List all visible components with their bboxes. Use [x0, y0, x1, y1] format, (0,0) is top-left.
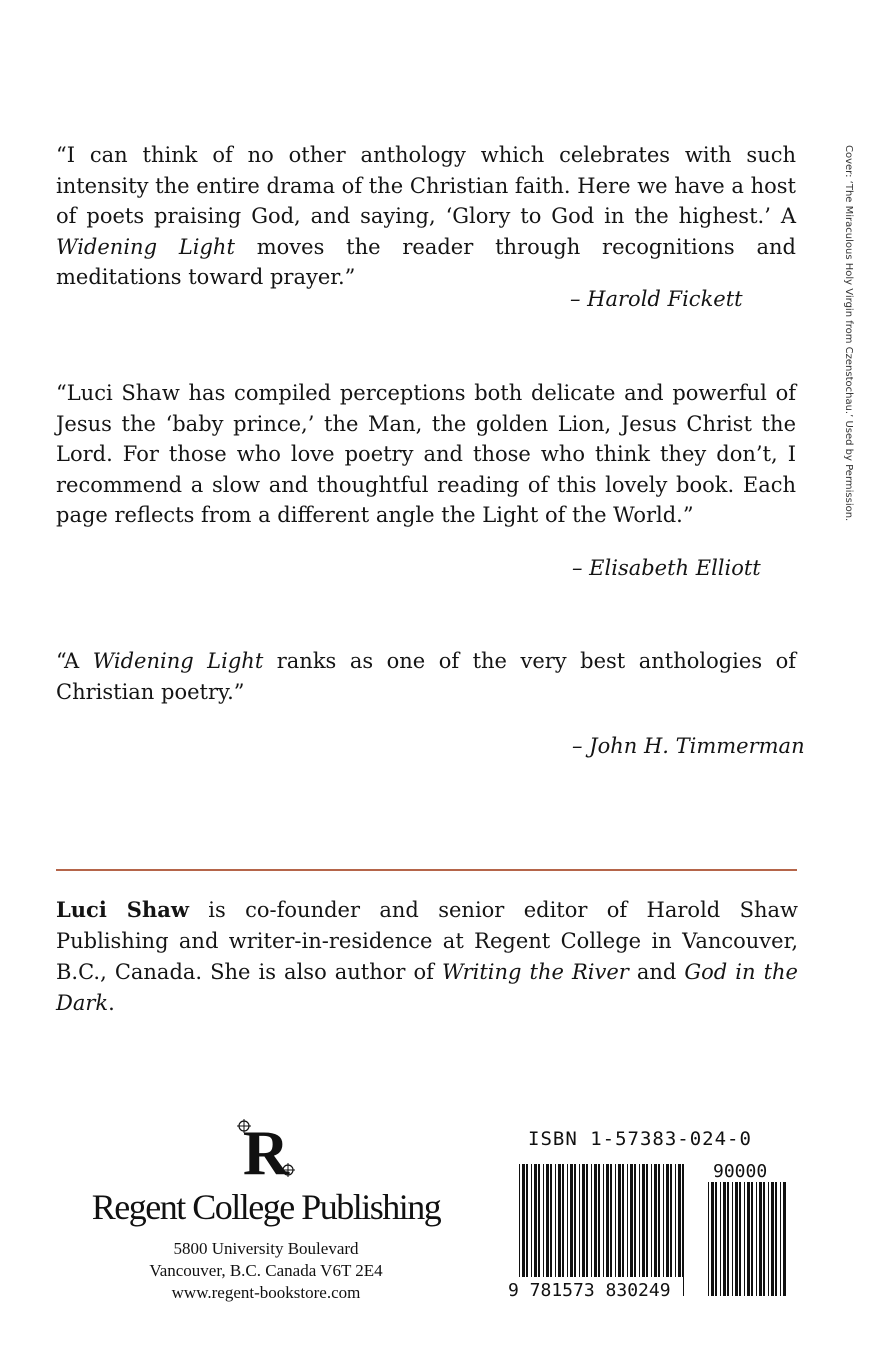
endorsement-attribution-1: – Harold Fickett — [570, 287, 743, 311]
barcode-bar — [723, 1182, 726, 1296]
barcode-bar — [522, 1164, 525, 1296]
barcode-bar — [666, 1164, 669, 1296]
barcode-bar — [603, 1164, 604, 1296]
book-title-2: God in the Dark — [56, 960, 798, 1015]
barcode-bar — [618, 1164, 621, 1296]
barcode-bar — [759, 1182, 762, 1296]
barcode-bar — [646, 1164, 648, 1296]
barcode-bar — [739, 1182, 741, 1296]
barcode-bar — [678, 1164, 681, 1296]
bio-text-2: and — [628, 960, 685, 984]
barcode-bar — [598, 1164, 600, 1296]
barcode-bar — [727, 1182, 729, 1296]
barcode-bar — [711, 1182, 714, 1296]
barcode-bar — [610, 1164, 612, 1296]
barcode-bar — [744, 1182, 745, 1296]
barcode-bar — [594, 1164, 597, 1296]
barcode-digits: 9 781573 830249 — [508, 1280, 671, 1301]
barcode-bar — [783, 1182, 786, 1296]
barcode-bar — [756, 1182, 757, 1296]
address-line-1: 5800 University Boulevard — [173, 1239, 359, 1258]
barcode-bar — [763, 1182, 765, 1296]
barcode-bar — [558, 1164, 561, 1296]
barcode-bar — [586, 1164, 588, 1296]
barcode-bar — [574, 1164, 576, 1296]
quote-text: ranks as one of the very best anthologies of Christian poetry.” — [56, 649, 796, 704]
barcode-bar — [670, 1164, 672, 1296]
barcode-bar — [654, 1164, 657, 1296]
section-divider — [56, 869, 797, 871]
barcode-bar — [634, 1164, 636, 1296]
barcode-bar — [591, 1164, 592, 1296]
publisher-address — [56, 1238, 476, 1304]
barcode-bar — [582, 1164, 585, 1296]
isbn-label: ISBN 1-57383-024-0 — [528, 1128, 752, 1150]
barcode-bar — [735, 1182, 738, 1296]
barcode-bar — [771, 1182, 774, 1296]
barcode-bar — [526, 1164, 528, 1296]
cover-credit: Cover: ‘The Miraculous Holy Virgin from Czenstochau.’ Used by Permission. — [843, 145, 854, 522]
price-code: 90000 — [713, 1161, 768, 1182]
quote-text: “I can think of no other anthology which celebrates with such intensity the entire drama of the Christian faith. Here we have a host of poets praising God, and saying, ‘Glory to God in the highest.’ A — [56, 143, 796, 228]
barcode-bar — [663, 1164, 664, 1296]
barcode-bar — [732, 1182, 733, 1296]
barcode-bar — [534, 1164, 537, 1296]
author-bio — [56, 894, 798, 1019]
barcode-bar — [775, 1182, 777, 1296]
barcode-bar — [562, 1164, 564, 1296]
book-title: Widening Light — [92, 649, 264, 673]
quote-text: “A — [56, 649, 93, 673]
barcode-bar — [519, 1164, 520, 1296]
barcode-bar — [715, 1182, 717, 1296]
barcode-bar — [658, 1164, 660, 1296]
barcode-bar — [546, 1164, 549, 1296]
barcode-bar — [531, 1164, 532, 1296]
endorsement-attribution-2: – Elisabeth Elliott — [572, 556, 761, 580]
barcode-bar — [708, 1182, 709, 1296]
endorsement-quote-2 — [56, 378, 796, 531]
address-line-2: Vancouver, B.C. Canada V6T 2E4 — [149, 1261, 383, 1280]
barcode-bar — [751, 1182, 753, 1296]
barcode-bar — [768, 1182, 769, 1296]
barcode-bar — [780, 1182, 781, 1296]
book-title-1: Writing the River — [441, 960, 629, 984]
logo-letter: R — [242, 1118, 290, 1184]
quote-text: moves the reader through recognitions and meditations toward prayer.” — [56, 234, 796, 289]
barcode-bar — [747, 1182, 750, 1296]
barcode-bar — [579, 1164, 580, 1296]
barcode-bar — [550, 1164, 552, 1296]
endorsement-attribution-3: – John H. Timmerman — [572, 734, 805, 758]
publisher-logo — [232, 1118, 302, 1184]
quote-text: “Luci Shaw has compiled perceptions both delicate and powerful of Jesus the ‘baby prince,’ the Man, the golden Lion, Jesus Christ the Lord. For those who love poetry and those who think they don’t, I recommend a slow and thoughtful reading of this lovely book. Each page reflects from a different angle the Light of the World.” — [56, 381, 796, 527]
book-title: Widening Light — [56, 234, 235, 259]
barcode-bar — [639, 1164, 640, 1296]
ean-barcode-bars — [519, 1164, 684, 1296]
barcode-bar — [567, 1164, 568, 1296]
endorsement-quote-3 — [56, 646, 796, 707]
bio-text-1: is co-founder and senior editor of Harold Shaw Publishing and writer-in-residence at Regent College in Vancouver, B.C., Canada. She is also author of — [56, 898, 798, 984]
endorsement-quote-1 — [56, 140, 796, 293]
barcode-bar — [630, 1164, 633, 1296]
isbn-barcode — [505, 1156, 795, 1306]
publisher-website: www.regent-bookstore.com — [171, 1283, 361, 1302]
barcode-bar — [682, 1164, 684, 1296]
barcode-bar — [720, 1182, 721, 1296]
barcode-bar — [615, 1164, 616, 1296]
barcode-bar — [622, 1164, 624, 1296]
barcode-bar — [675, 1164, 676, 1296]
author-name: Luci Shaw — [56, 897, 189, 922]
barcode-bar — [627, 1164, 628, 1296]
price-barcode-bars — [708, 1182, 786, 1296]
publisher-name: Regent College Publishing — [91, 1187, 441, 1227]
barcode-bar — [543, 1164, 544, 1296]
barcode-bar — [538, 1164, 540, 1296]
bio-text-3: . — [108, 991, 115, 1015]
barcode-bar — [570, 1164, 573, 1296]
barcode-bar — [642, 1164, 645, 1296]
barcode-bar — [606, 1164, 609, 1296]
barcode-bar — [555, 1164, 556, 1296]
barcode-bar — [651, 1164, 652, 1296]
